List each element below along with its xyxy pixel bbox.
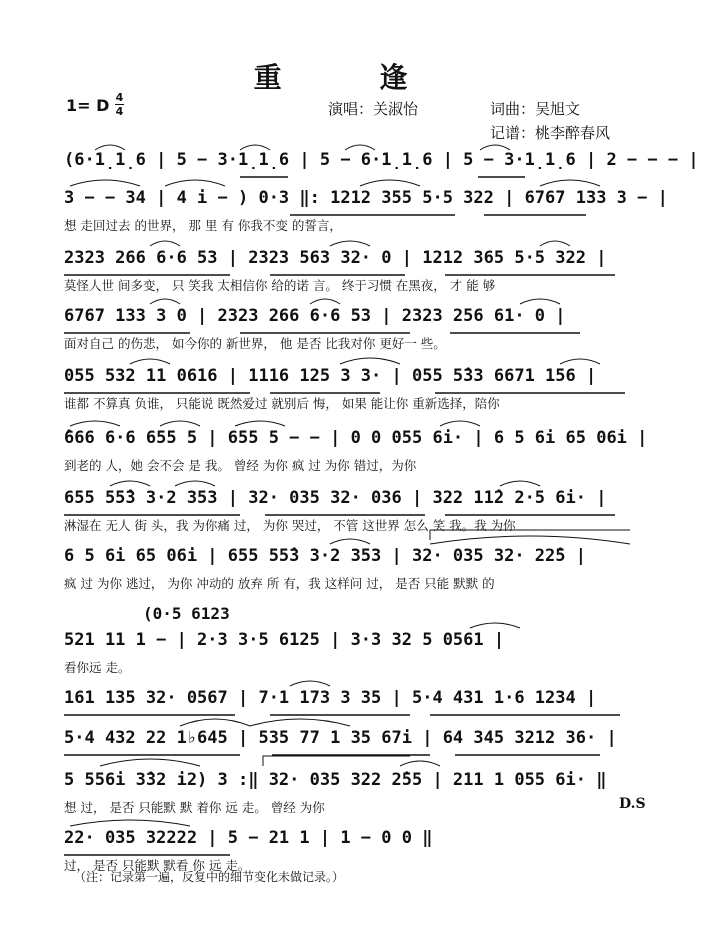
slur-arc — [240, 145, 270, 150]
notation-line: 5 556i 3̂32 i2) 3 :‖ 32· 035 322 2̂55 | 211 1 055 6i· ‖ — [64, 770, 607, 790]
lyric-line: 看你远 走。 — [64, 660, 131, 675]
slur-arc — [480, 145, 510, 150]
slur-arc — [70, 421, 120, 426]
lyric-line: 想 过， 是否 只能默 默 着你 远 走。 曾经 为你 — [64, 800, 325, 815]
lyric-line: 过， 是否 只能默 默看 你 远 走。 — [64, 858, 251, 873]
slur-arc — [175, 481, 215, 486]
lyric-line: 面对自己 的伤悲， 如今你的 新世界， 他 是否 比我对你 更好一 些。 — [64, 336, 446, 351]
volta-brackets — [263, 530, 630, 766]
notation-line: 3 − − 34 | 4 i − ) 0·3 ‖: 1212 355 5·5 322 | 6767 133 3 − | — [64, 188, 668, 208]
notation-line: 2323 266 6·6 53 | 2323 563 32· 0 | 1212 365 5·5 322 | — [64, 248, 607, 268]
lyric-line: 想 走回过去 的世界， 那 里 有 你我不变 的誓言， — [64, 218, 342, 233]
slur-arc — [440, 421, 480, 426]
slur-arc — [330, 539, 370, 544]
notation-line: 521 11 1 − | 2·3 3·5 6125 | 3·3 32 5 0561 | — [64, 630, 505, 650]
key-signature: 1= D — [66, 96, 110, 115]
underlines — [64, 177, 625, 855]
slur-arc — [330, 241, 370, 246]
notation-line: 6767 133 3 0 | 2323 266 6·6 53 | 2323 256 61· 0 | — [64, 306, 566, 326]
transcriber-credit: 记谱：桃李醉春风 — [490, 124, 611, 142]
slur-arc — [430, 536, 630, 544]
volta-bracket — [263, 756, 410, 766]
volta-bracket — [430, 530, 630, 540]
slur-arc — [340, 358, 400, 364]
composer-credit: 词曲：吴旭文 — [490, 100, 581, 118]
slur-arc — [160, 421, 200, 426]
lyric-line: 到老的 人，她 会不会 是 我。 曾经 为你 疯 过 为你 错过，为你 — [64, 458, 417, 473]
notation-line: 6 5 6i 65 06i | 655 55̂3 3·2 353 | 32· 035 32· 22̂5 | — [64, 546, 586, 566]
slur-arc — [400, 761, 440, 766]
slur-arc — [360, 180, 420, 186]
slur-arc — [310, 299, 340, 304]
slur-arc — [70, 820, 190, 826]
time-top: 4 — [115, 91, 124, 104]
time-bottom: 4 — [115, 105, 124, 118]
song-title: 重 逢 — [253, 61, 452, 94]
slur-arc — [180, 719, 250, 726]
notation-line: (6·1̣1̣6 | 5 − 3·1̣1̣6 | 5 − 6·1̣1̣6 | 5 − 3·1̣1̣6 | 2 − − − | — [64, 150, 699, 170]
slur-arc — [235, 421, 285, 426]
slur-arc — [250, 719, 350, 726]
notation-line: 655 55̂3 3·2 353 | 32· 035 32· 036 | 322 11̂2 2·5 6i· | — [64, 488, 607, 508]
lyric-line: 淋湿在 无人 街 头，我 为你痛 过， 为你 哭过， 不管 这世界 怎么 笑 我。我 为你 — [64, 518, 516, 533]
ds-mark: D.S — [619, 796, 646, 812]
slur-arc — [110, 481, 150, 486]
slur-arc — [500, 481, 540, 486]
slur-arc — [130, 359, 170, 364]
singer-credit: 演唱：关淑怡 — [328, 100, 419, 118]
slur-arc — [345, 145, 375, 150]
slur-arc — [470, 623, 520, 628]
slur-arc — [560, 359, 600, 364]
footnote: （注：记录第一遍，反复中的细节变化未做记录。） — [74, 870, 345, 884]
slur-arc — [540, 180, 600, 186]
lyric-line: 谁都 不算真 负谁， 只能说 既然爱过 就别后 悔， 如果 能让你 重新选择，陪你 — [64, 396, 500, 411]
slur-arc — [95, 145, 125, 150]
notation-line: 055 532 11 0616 | 1116 125 3 3· | 055 5̂33 6671 156 | — [64, 366, 597, 386]
notation-line: 22· 035 32222 | 5 − 21 1 | 1 − 0 0 ‖ — [64, 828, 433, 848]
interlude-group: (0·5 6123 — [143, 604, 230, 623]
slur-arc — [100, 759, 200, 766]
slur-arc — [150, 241, 180, 246]
notation-line: 161 135 32· 0567 | 7·1 173 3 35 | 5·4 431 1·6 1234 | — [64, 688, 597, 708]
slur-arc — [70, 180, 140, 186]
slur-arc — [165, 180, 225, 186]
lyric-line: 莫怪人世 间多变， 只 笑我 太相信你 给的诺 言。 终于习惯 在黑夜， 才 能 够 — [64, 278, 496, 293]
notation-line: ̂666 6·6 655 5 | 655 5 − − | 0 0 055 6i· | 6 5 6i 65 06i | — [64, 428, 648, 448]
slur-arc — [520, 299, 560, 304]
notation-line: 5·4 432 22 1♭645 | 535 77 1 35 67i | 64 345 3212 36· | — [64, 728, 617, 748]
slur-arc — [150, 299, 180, 304]
slur-arc — [540, 241, 570, 246]
slur-arc — [290, 681, 330, 686]
lyric-line: 疯 过 为你 逃过， 为你 冲动的 放弃 所 有，我 这样问 过， 是否 只能 默默 的 — [64, 576, 495, 591]
